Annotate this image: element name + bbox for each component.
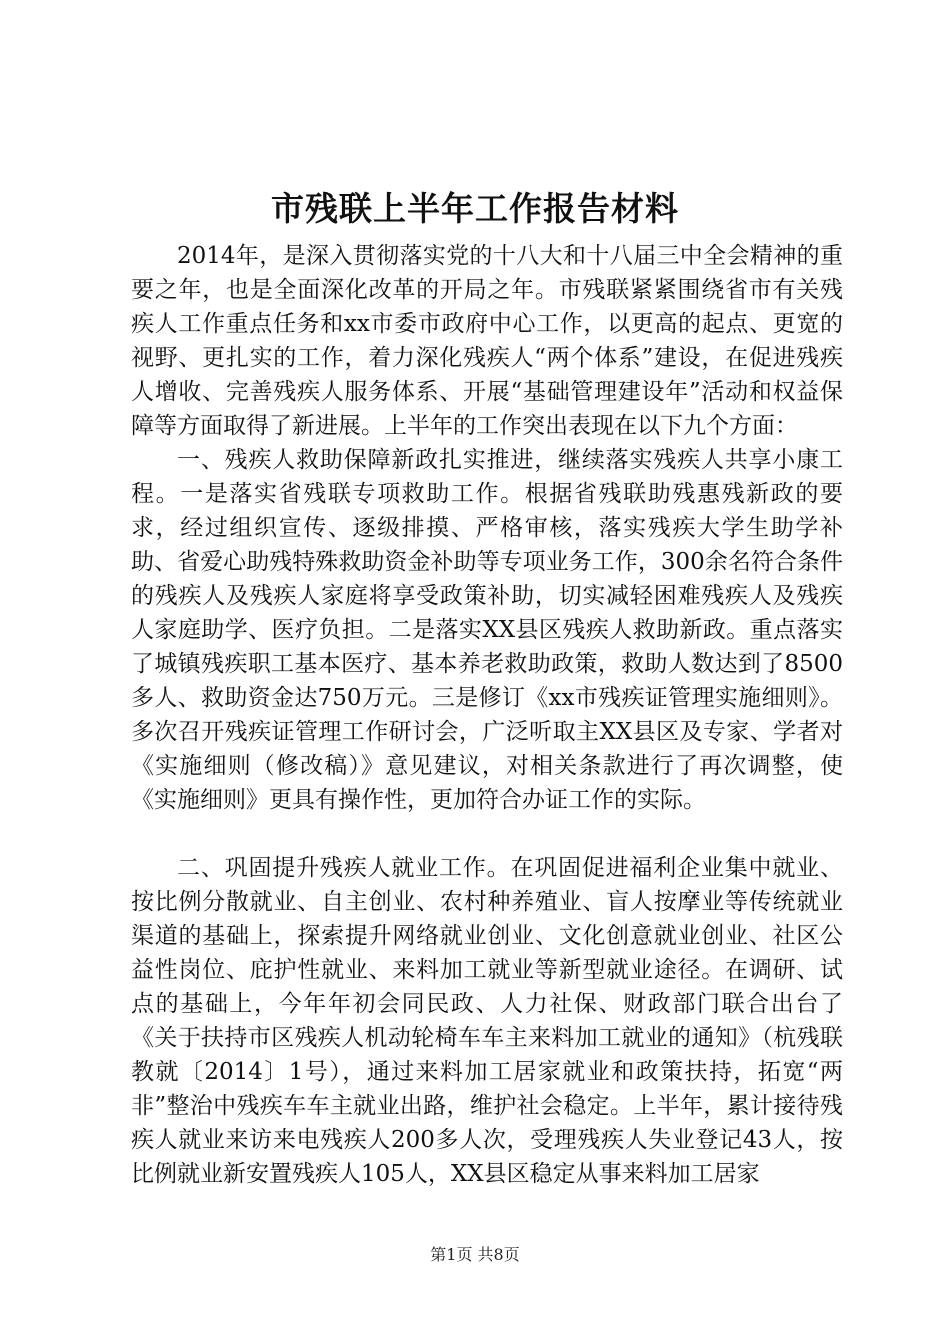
page-footer: 第1页 共8页	[430, 1245, 520, 1264]
document-title: 市残联上半年工作报告材料	[271, 189, 679, 228]
paragraph-spacer	[131, 817, 843, 851]
document-body	[131, 239, 843, 1191]
paragraph-section-two: 二、巩固提升残疾人就业工作。在巩固促进福利企业集中就业、按比例分散就业、自主创业、农村种养殖业、盲人按摩业等传统就业渠道的基础上，探索提升网络就业创业、文化创意就业创业、社区公益性岗位、庇护性就业、来料加工就业等新型就业途径。在调研、试点的基础上，今年年初会同民政、人力社保、财政部门联合出台了《关于扶持市区残疾人机动轮椅车车主来料加工就业的通知》（杭残联教就〔2014〕1号），通过来料加工居家就业和政策扶持，拓宽“两非”整治中残疾车车主就业出路，维护社会稳定。上半年，累计接待残疾人就业来访来电残疾人200多人次，受理残疾人失业登记43人，按比例就业新安置残疾人105人，XX县区稳定从事来料加工居家	[131, 855, 843, 1187]
paragraph-intro: 2014年，是深入贯彻落实党的十八大和十八届三中全会精神的重要之年，也是全面深化改革的开局之年。市残联紧紧围绕省市有关残疾人工作重点任务和xx市委市政府中心工作，以更高的起点、更宽的视野、更扎实的工作，着力深化残疾人“两个体系”建设，在促进残疾人增收、完善残疾人服务体系、开展“基础管理建设年”活动和权益保障等方面取得了新进展。上半年的工作突出表现在以下九个方面：	[131, 243, 843, 439]
paragraph-section-one: 一、残疾人救助保障新政扎实推进，继续落实残疾人共享小康工程。一是落实省残联专项救助工作。根据省残联助残惠残新政的要求，经过组织宣传、逐级排摸、严格审核，落实残疾大学生助学补助、省爱心助残特殊救助资金补助等专项业务工作，300余名符合条件的残疾人及残疾人家庭将享受政策补助，切实减轻困难残疾人及残疾人家庭助学、医疗负担。二是落实XX县区残疾人救助新政。重点落实了城镇残疾职工基本医疗、基本养老救助政策，救助人数达到了8500多人、救助资金达750万元。三是修订《xx市残疾证管理实施细则》。多次召开残疾证管理工作研讨会，广泛听取主XX县区及专家、学者对《实施细则（修改稿）》意见建议，对相关条款进行了再次调整，使《实施细则》更具有操作性，更加符合办证工作的实际。	[131, 447, 843, 813]
